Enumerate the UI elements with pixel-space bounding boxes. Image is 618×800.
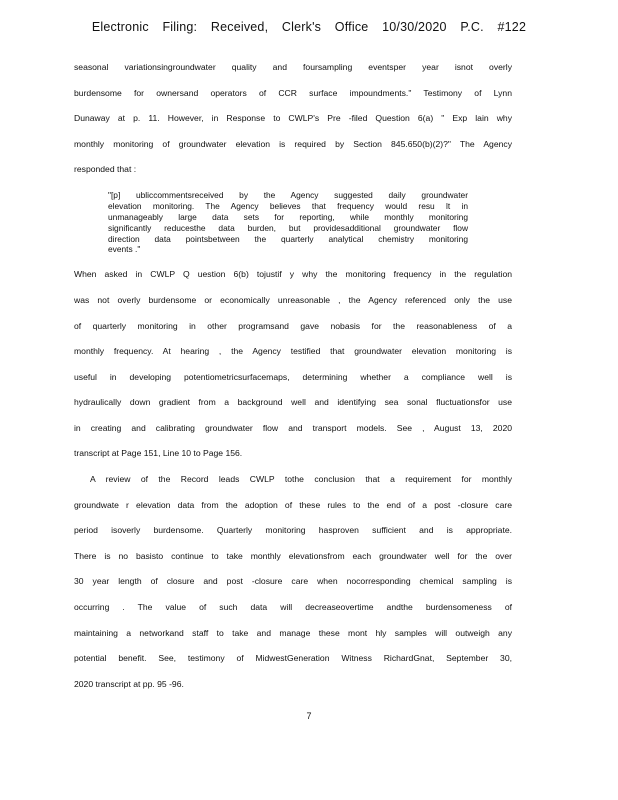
document-body bbox=[74, 60, 512, 702]
text-line: Dunaway at p. 11. However, in Response to CWLP's Pre -filed Question 6(a) " Exp lain why bbox=[74, 113, 512, 124]
text-line: potential benefit. See, testimony of MidwestGeneration Witness RichardGnat, September 30, bbox=[74, 653, 512, 664]
text-line: burdensome for ownersand operators of CCR surface impoundments." Testimony of Lynn bbox=[74, 87, 512, 98]
quote-line: elevation monitoring. The Agency believes that frequency would resu lt in bbox=[108, 200, 468, 211]
text-line: maintaining a networkand staff to take and manage these mont hly samples will outweigh any bbox=[74, 627, 512, 638]
text-line: transcript at Page 151, Line 10 to Page 156. bbox=[74, 448, 243, 459]
quote-line: events ." bbox=[108, 244, 141, 255]
block-quote bbox=[108, 190, 468, 255]
text-line: A review of the Record leads CWLP tothe conclusion that a requirement for monthly bbox=[90, 474, 512, 485]
quote-line: "[p] ubliccommentsreceived by the Agency suggested daily groundwater bbox=[108, 189, 468, 200]
text-line: monthly frequency. At hearing , the Agency testified that groundwater elevation monitoring is bbox=[74, 346, 512, 357]
text-line: 2020 transcript at pp. 95 -96. bbox=[74, 678, 184, 689]
text-line: useful in developing potentiometricsurfacemaps, determining whether a compliance well is bbox=[74, 371, 512, 382]
text-line: When asked in CWLP Q uestion 6(b) tojustif y why the monitoring frequency in the regulation bbox=[74, 269, 512, 280]
filing-header: Electronic Filing: Received, Clerk's Office 10/30/2020 P.C. #122 bbox=[91, 20, 527, 34]
text-line: period isoverly burdensome. Quarterly monitoring hasproven sufficient and is appropriate. bbox=[74, 525, 512, 536]
text-line: hydraulically down gradient from a background well and identifying sea sonal fluctuationsfor use bbox=[74, 397, 512, 408]
page-number: 7 bbox=[306, 711, 312, 721]
text-line: of quarterly monitoring in other programsand gave nobasis for the reasonableness of a bbox=[74, 320, 512, 331]
paragraph-1 bbox=[74, 60, 512, 188]
text-line: responded that : bbox=[74, 164, 137, 175]
text-line: There is no basisto continue to take monthly elevationsfrom each groundwater well for the over bbox=[74, 550, 512, 561]
text-line: in creating and calibrating groundwater flow and transport models. See , August 13, 2020 bbox=[74, 422, 512, 433]
text-line: groundwate r elevation data from the adoption of these rules to the end of a post -closure care bbox=[74, 499, 512, 510]
quote-line: significantly reducesthe data burden, but providesadditional groundwater flow bbox=[108, 222, 468, 233]
quote-line: direction data pointsbetween the quarterly analytical chemistry monitoring bbox=[108, 233, 468, 244]
text-line: seasonal variationsingroundwater quality and foursampling eventsper year isnot overly bbox=[74, 62, 512, 72]
paragraph-2 bbox=[74, 267, 512, 472]
quote-line: unmanageably large data sets for reporting, while monthly monitoring bbox=[108, 211, 468, 222]
text-line: was not overly burdensome or economically unreasonable , the Agency referenced only the use bbox=[74, 294, 512, 305]
text-line: occurring . The value of such data will decreaseovertime andthe burdensomeness of bbox=[74, 602, 512, 613]
paragraph-3 bbox=[74, 472, 512, 702]
text-line: monthly monitoring of groundwater elevation is required by Section 845.650(b)(2)?" The Agency bbox=[74, 138, 512, 149]
text-line: 30 year length of closure and post -closure care when nocorresponding chemical sampling is bbox=[74, 576, 512, 587]
